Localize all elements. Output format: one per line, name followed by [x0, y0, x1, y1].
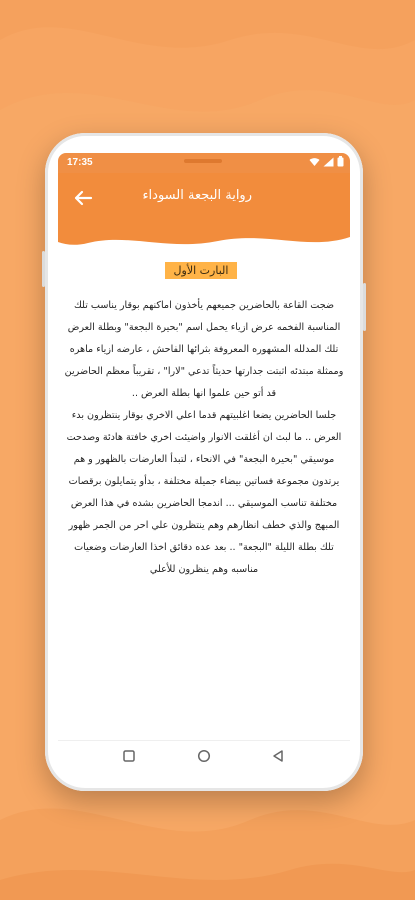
square-icon[interactable] — [122, 749, 136, 763]
triangle-back-icon[interactable] — [271, 749, 285, 763]
story-paragraph: ضجت القاعة بالحاضرين جميعهم يأخذون اماكنهم بوقار يناسب تلك المناسبة الفخمه عرض ازياء يحمل اسم "بحيرة البجعة" وبطلة العرض تلك المدلله المشهوره المعروفة بثرائها الفاحش ، عارضه ازياء ماهره وممثلة مبتدئه اثبتت جدارتها حديثاً تدعي "لارا" ، تقريباً معظم الحاضرين قد أتو حين علموا انها بطلة العرض .. — [64, 300, 344, 399]
app-title: رواية البجعة السوداء — [142, 188, 252, 203]
arrow-left-icon[interactable] — [72, 187, 94, 209]
status-bar — [58, 153, 350, 173]
phone-side-button — [42, 251, 45, 287]
phone-frame — [45, 133, 363, 791]
status-icons — [309, 156, 344, 167]
status-time: 17:35 — [67, 157, 93, 168]
speaker-slot — [184, 159, 222, 163]
phone-side-button — [363, 283, 366, 331]
story-content[interactable] — [58, 253, 350, 741]
battery-icon — [337, 156, 344, 167]
circle-icon[interactable] — [197, 749, 211, 763]
chapter-title: البارت الأول — [165, 262, 237, 279]
wifi-icon — [309, 157, 320, 167]
phone-screen — [58, 153, 350, 771]
story-text — [64, 295, 344, 581]
navigation-bar — [58, 740, 350, 771]
signal-icon — [323, 157, 334, 167]
story-paragraph: جلسا الحاضرين يضعا اغلبيتهم قدما اعلي الاخري بوقار ينتظرون بدء العرض .. ما لبث ان أغلقت الانوار واضيئت اخري خافتة هادئة وصدحت موسيقي "بحيرة البجعة" في الانحاء ، لتبدأ العارضات بالظهور و هم يرتدون مجموعة فساتين بيضاء جميلة مختلفة ، بدأو يتمايلون برقصات مختلفة تناسب الموسيقي ... اندمجا الحاضرين بشده في هذا العرض المبهج والذي خطف انظارهم وهم ينتظرون علي احر من الجمر ظهور تلك بطلة الليلة "البجعة" .. بعد عده دقائق اخذا العارضات وضعيات مناسبه وهم ينظرون للأعلي — [66, 410, 342, 575]
app-bar-wave — [58, 227, 350, 253]
